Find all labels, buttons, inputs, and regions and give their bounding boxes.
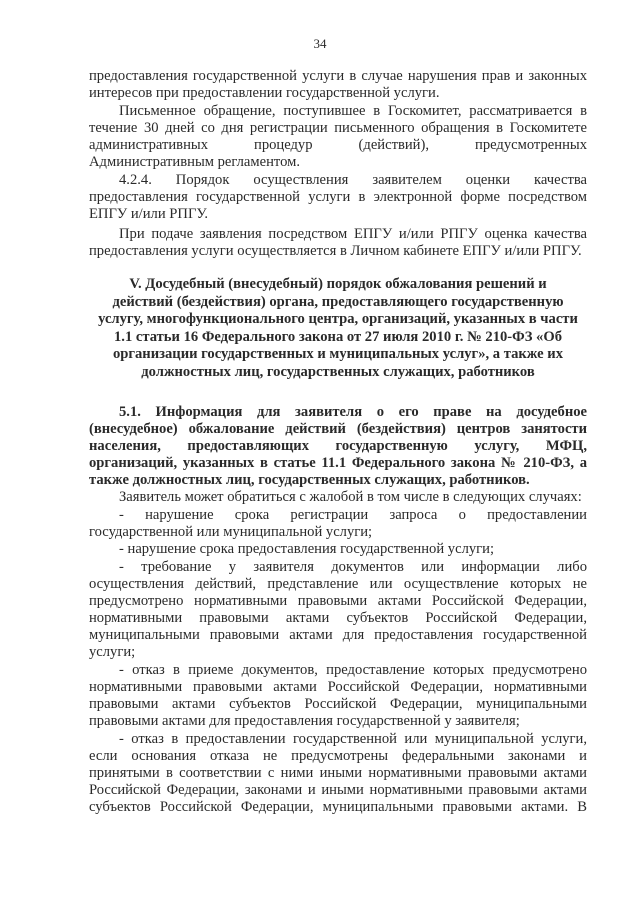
list-item-line: муниципальными правовыми актами для предоставления государственной [89,627,587,643]
text-line: административных процедур (действий), предусмотренных [89,137,587,153]
list-item-line: нормативными правовыми актами субъектов Российской Федерации, [89,610,587,626]
section-heading-line: должностных лиц, государственных служащих, работников [141,364,535,380]
text-line: ЕПГУ и/или РПГУ. [89,206,208,222]
list-item-line: - отказ в приеме документов, предоставление которых предусмотрено [119,662,587,678]
list-item-line: - нарушение срока предоставления государственной услуги; [119,541,495,557]
list-item-line: - требование у заявителя документов или информации либо [119,559,587,575]
section-heading-line: действий (бездействия) органа, предоставляющего государственную [112,294,564,310]
page-number: 34 [313,36,327,51]
text-line: предоставления государственной услуги в электронной форме посредством [89,189,587,205]
subsection-heading-line: (внесудебное) обжалование действий (бездействия) центров занятости [89,421,587,437]
list-item-line: предусмотрено нормативными правовыми актами Российской Федерации, [89,593,587,609]
list-item-line: если основания отказа не предусмотрены федеральными законами и [89,748,587,764]
text-line: Заявитель может обратиться с жалобой в том числе в следующих случаях: [119,489,582,505]
list-item-line: услуги; [89,644,136,660]
list-item-line: принятыми в соответствии с ними иными нормативными правовыми актами [89,765,587,781]
text-line: интересов при предоставлении государственной услуги. [89,85,440,101]
subsection-heading-line: 5.1. Информация для заявителя о его праве на досудебное [119,404,587,420]
text-line: При подаче заявления посредством ЕПГУ и/или РПГУ оценка качества [119,226,587,242]
list-item-line: - отказ в предоставлении государственной или муниципальной услуги, [119,731,587,747]
list-item-line: правовыми актами для предоставления государственной у заявителя; [89,713,520,729]
section-heading-line: 1.1 статьи 16 Федерального закона от 27 июля 2010 г. № 210-ФЗ «Об [114,329,562,345]
list-item-line: осуществления действий, представление или осуществление которых не [89,576,587,592]
text-line: предоставления государственной услуги в случае нарушения прав и законных [89,68,587,84]
subsection-heading-line: организаций, указанных в статье 11.1 Федерального закона № 210-ФЗ, а [89,455,587,471]
list-item-line: субъектов Российской Федерации, муниципальными правовыми актами. В [89,799,587,815]
text-line: Письменное обращение, поступившее в Госкомитет, рассматривается в [119,103,587,119]
subsection-heading-line: населения, предоставляющих государственную услугу, МФЦ, [89,438,587,454]
list-item-line: - нарушение срока регистрации запроса о предоставлении [119,507,587,523]
text-line: 4.2.4. Порядок осуществления заявителем оценки качества [119,172,587,188]
subsection-heading-line: также должностных лиц, государственных служащих, работников. [89,472,530,488]
text-line: течение 30 дней со дня регистрации письменного обращения в Госкомитете [89,120,587,136]
section-heading-line: V. Досудебный (внесудебный) порядок обжалования решений и [129,276,547,292]
list-item-line: государственной или муниципальной услуги; [89,524,373,540]
list-item-line: нормативными правовыми актами Российской Федерации, нормативными [89,679,587,695]
list-item-line: правовыми актами субъектов Российской Федерации, муниципальными [89,696,587,712]
text-line: Административным регламентом. [89,154,301,170]
text-line: предоставления услуги осуществляется в Личном кабинете ЕПГУ и/или РПГУ. [89,243,582,259]
list-item-line: Российской Федерации, законами и иными нормативными правовыми актами [89,782,587,798]
section-heading-line: услугу, многофункционального центра, организаций, указанных в части [98,311,578,327]
section-heading-line: организации государственных и муниципальных услуг», а также их [112,346,564,362]
